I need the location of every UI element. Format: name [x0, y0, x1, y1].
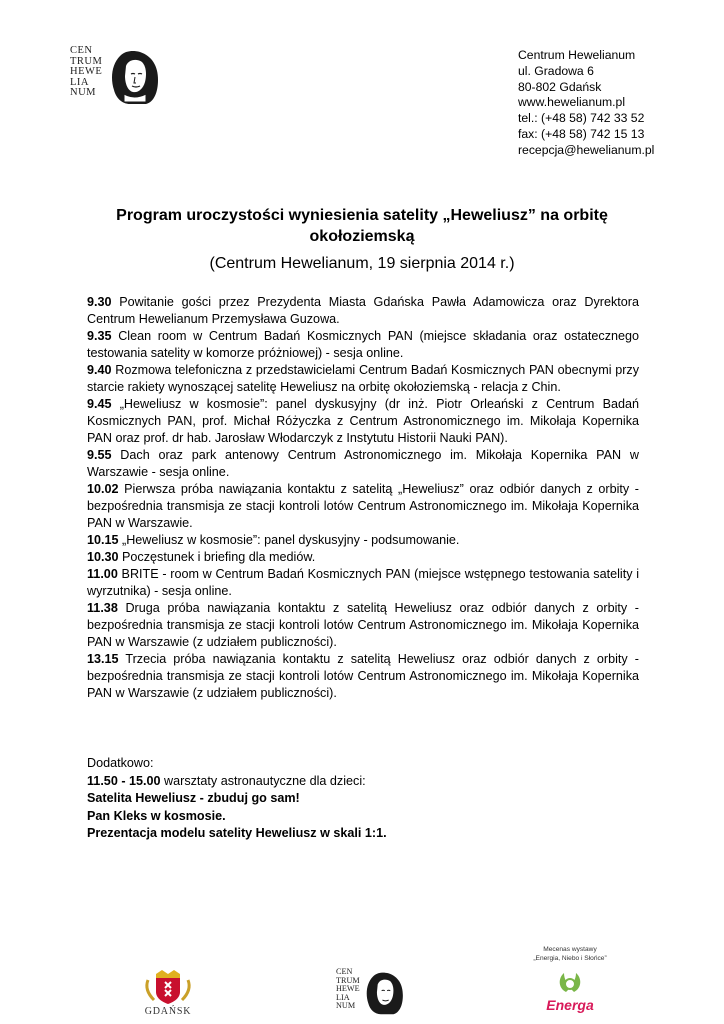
patron-caption [500, 946, 640, 963]
program-time: 9.30 [87, 295, 112, 309]
gdansk-label: GDAŃSK [144, 1006, 192, 1017]
gdansk-coat-of-arms-icon [138, 966, 198, 1006]
program-item [87, 447, 639, 481]
contact-name: Centrum Hewelianum [518, 48, 636, 62]
title-line-2: okołoziemską [309, 228, 415, 245]
program-time: 11.38 [87, 601, 118, 615]
program-time: 13.15 [87, 652, 119, 666]
workshop-item-text: Pan Kleks w kosmosie. [87, 808, 226, 823]
program-item [87, 566, 639, 600]
program-item [87, 328, 639, 362]
logo-line: CEN [70, 45, 93, 56]
page-title [60, 205, 664, 247]
extra-section [87, 755, 639, 843]
program-text: Poczęstunek i briefing dla mediów. [122, 550, 316, 564]
logo-line: NUM [70, 87, 97, 98]
workshop-item [87, 808, 639, 826]
workshop-text: warsztaty astronautyczne dla dzieci: [164, 773, 366, 788]
program-item [87, 532, 639, 549]
workshop-item [87, 790, 639, 808]
footer-logo-wordmark [336, 968, 360, 1011]
program-text: Clean room w Centrum Badań Kosmicznych PAN (miejsce składania oraz ostatecznego testowania satelity w komorze próżniowej) - sesja online. [87, 329, 640, 360]
contact-street: ul. Gradowa 6 [518, 63, 594, 78]
program-item [87, 600, 639, 651]
gdansk-logo [138, 966, 198, 1018]
logo-line: TRUM [336, 975, 360, 985]
program-time: 9.40 [87, 363, 112, 377]
program-time: 10.02 [87, 482, 119, 496]
program-text: „Heweliusz w kosmosie”: panel dyskusyjny (dr inż. Piotr Orleański z Centrum Badań Kosmicznych PAN, prof. Michał Różyczka z Centrum Astronomicznego im. Mikołaja Kopernika PAN oraz prof. dr hab. Jarosław Włodarczyk z Instytutu Historii Nauki PAN). [87, 397, 639, 445]
patron-line-1: Mecenas wystawy [543, 946, 597, 953]
program-text: Pierwsza próba nawiązania kontaktu z satelitą „Heweliusz” oraz odbiór danych z orbity - bezpośrednia transmisja ze stacji kontroli lotów Centrum Astronomicznego im. Mikołaja Kopernika PAN w Warszawie. [87, 482, 640, 530]
program-item [87, 651, 639, 702]
program-text: Powitanie gości przez Prezydenta Miasta Gdańska Pawła Adamowicza oraz Dyrektora Centrum Hewelianum Przemysława Guzowa. [87, 295, 639, 326]
contact-website-link[interactable]: www.hewelianum.pl [518, 95, 626, 110]
logo-line: HEWE [70, 66, 103, 77]
program-time: 9.55 [87, 448, 112, 462]
workshop-time: 11.50 - 15.00 [87, 773, 161, 788]
program-item [87, 549, 639, 566]
program-text: „Heweliusz w kosmosie”: panel dyskusyjny - podsumowanie. [122, 533, 460, 547]
program-time: 10.30 [87, 550, 119, 564]
program-text: Rozmowa telefoniczna z przedstawicielami Centrum Badań Kosmicznych PAN obecnymi przy starcie rakiety wynoszącej satelitę Heweliusz na orbitę okołoziemską - relacja z Chin. [87, 363, 640, 394]
logo-line: HEWE [336, 984, 360, 994]
program-time: 9.35 [87, 329, 112, 343]
program-text: BRITE - room w Centrum Badań Kosmicznych PAN (miejsce wstępnego testowania satelity i wyrzutnika) - sesja online. [87, 567, 640, 598]
program-text: Trzecia próba nawiązania kontaktu z satelitą Heweliusz oraz odbiór danych z orbity - bezpośrednia transmisja ze stacji kontroli lotów Centrum Astronomicznego im. Mikołaja Kopernika PAN w Warszawie (z udziałem publiczności). [87, 652, 639, 700]
workshop-line [87, 773, 639, 791]
program-time: 9.45 [87, 397, 112, 411]
energa-logo [540, 970, 600, 1016]
workshop-item-text: Satelita Heweliusz - zbuduj go sam! [87, 791, 300, 806]
program-item [87, 294, 639, 328]
hevelius-portrait-icon [106, 48, 162, 106]
logo-line: TRUM [70, 55, 103, 67]
contact-fax: fax: (+48 58) 742 15 13 [518, 126, 645, 141]
program-text: Dach oraz park antenowy Centrum Astronomicznego im. Mikołaja Kopernika PAN w Warszawie - sesja online. [87, 448, 640, 479]
energa-label: Energa [546, 997, 594, 1013]
logo-line: LIA [70, 76, 89, 88]
logo-line: NUM [336, 1001, 356, 1011]
program-item [87, 396, 639, 447]
contact-phone: tel.: (+48 58) 742 33 52 [518, 111, 645, 126]
program-time: 10.15 [87, 533, 119, 547]
page-subtitle: (Centrum Hewelianum, 19 sierpnia 2014 r.) [209, 255, 515, 272]
title-line-1: Program uroczystości wyniesienia satelity „Heweliusz” na orbitę [116, 207, 608, 224]
hevelius-portrait-icon [362, 970, 406, 1016]
logo-wordmark [70, 46, 102, 99]
logo-line: CEN [336, 967, 353, 976]
contact-block [518, 48, 654, 159]
contact-city: 80-802 Gdańsk [518, 79, 602, 94]
workshop-item-text: Prezentacja modelu satelity Heweliusz w skali 1:1. [87, 826, 387, 841]
program-time: 11.00 [87, 567, 118, 581]
contact-email-link[interactable]: recepcja@hewelianum.pl [518, 142, 655, 157]
logo-line: LIA [336, 992, 350, 1002]
program-text: Druga próba nawiązania kontaktu z satelitą Heweliusz oraz odbiór danych z orbity - bezpośrednia transmisja ze stacji kontroli lotów Centrum Astronomicznego im. Mikołaja Kopernika PAN w Warszawie (z udziałem publiczności). [87, 601, 639, 649]
program-item [87, 481, 639, 532]
centrum-hewelianum-footer-logo [336, 966, 410, 1020]
extra-heading: Dodatkowo: [87, 756, 154, 770]
centrum-hewelianum-logo [70, 42, 170, 112]
program-item [87, 362, 639, 396]
energa-logo-icon [540, 970, 600, 998]
patron-line-2: „Energia, Niebo i Słońce” [533, 954, 607, 962]
workshop-item [87, 825, 639, 843]
program-list [87, 294, 639, 702]
